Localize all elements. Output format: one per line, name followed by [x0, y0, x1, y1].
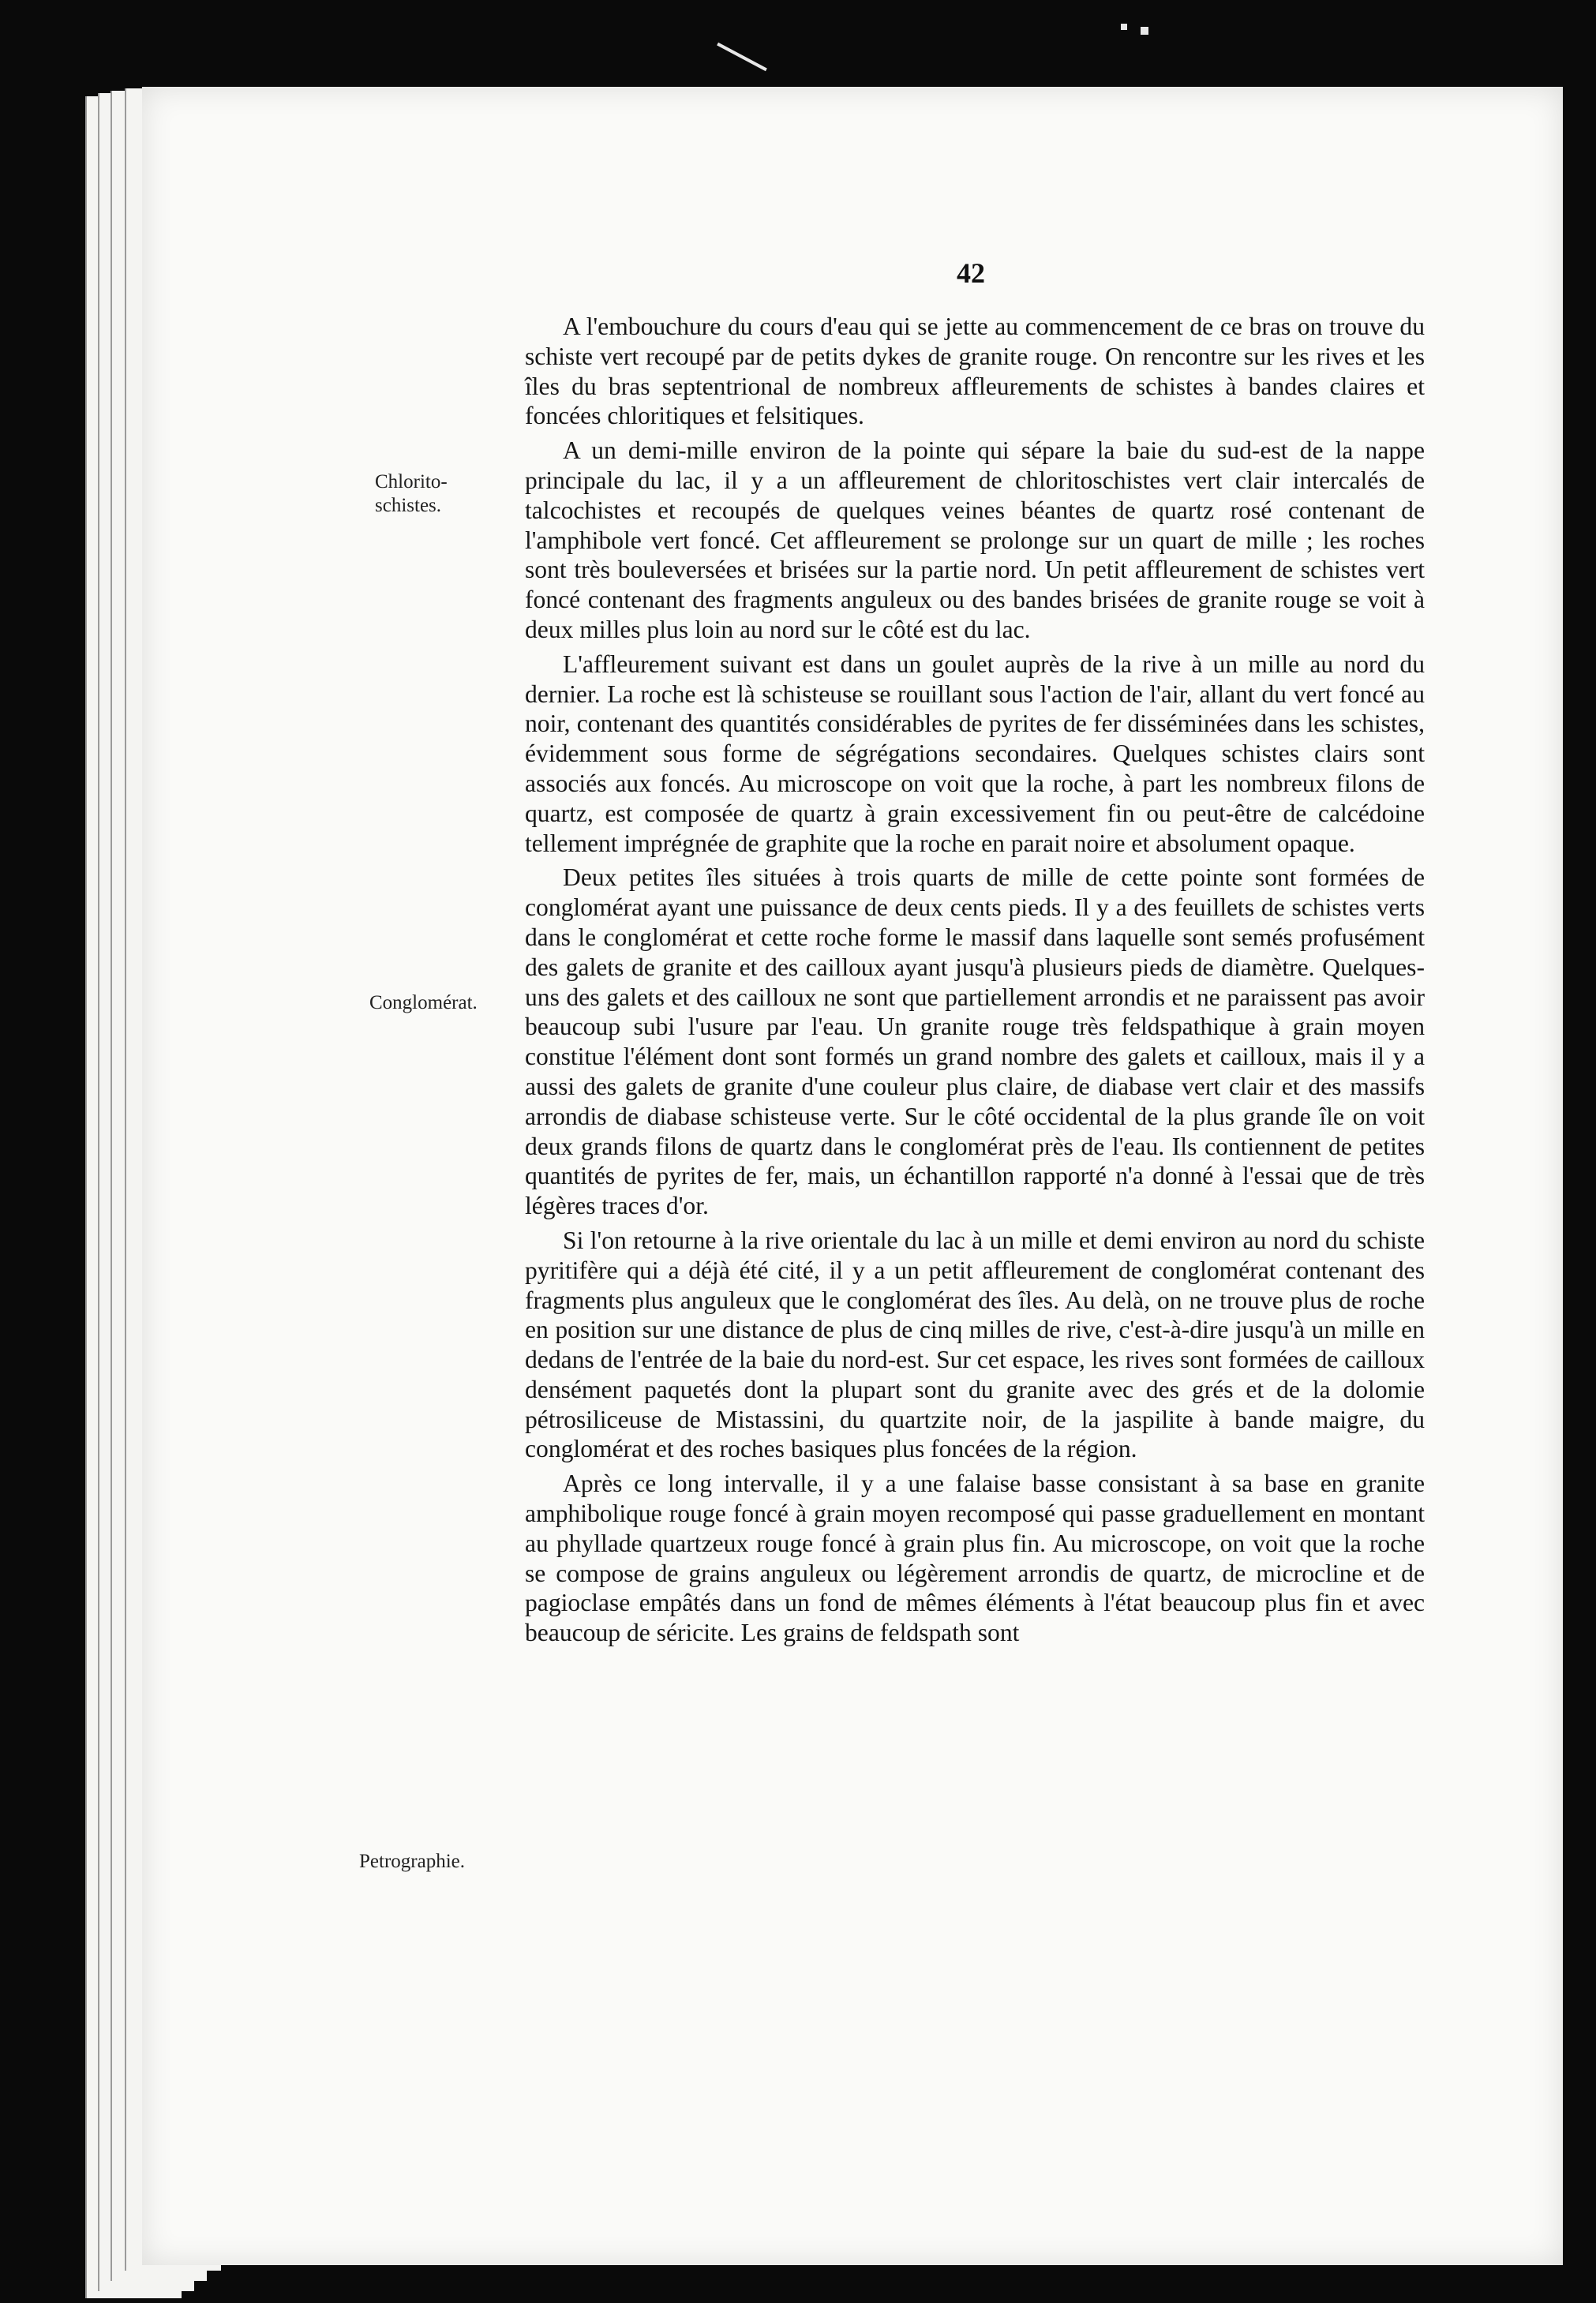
paragraph: Après ce long intervalle, il y a une falaise basse consistant à sa base en granite amphibolique rouge foncé à grain moyen recomposé qui passe graduellement en montant au phyllade quartzeux rouge foncé à grain plus fin. Au microscope, on voit que la roche se compose de grains anguleux ou légèrement arrondis de quartz, de microcline et de pagioclase empâtés dans un fond de mêmes éléments à l'état beaucoup plus fin et avec beaucoup de séricite. Les grains de feldspath sont — [525, 1470, 1425, 1647]
margin-note-conglomerat: Conglomérat. — [369, 992, 478, 1013]
paragraph: A l'embouchure du cours d'eau qui se jette au commencement de ce bras on trouve du schiste vert recoupé par de petits dykes de granite rouge. On rencontre sur les rives et les îles du bras septentrional de nombreux affleurements de schistes à bandes claires et foncées chloritiques et felsitiques. — [525, 313, 1425, 430]
paragraph: L'affleurement suivant est dans un goulet auprès de la rive à un mille au nord du dernier. La roche est là schisteuse se rouillant sous l'action de l'air, allant du vert foncé au noir, contenant des quantités considérables de pyrites de fer disséminées dans les schistes, évidemment sous forme de ségrégations secondaires. Quelques schistes clairs sont associés aux foncés. Au microscope on voit que la roche, à part les nombreux filons de quartz, est composée de quartz à grain excessivement fin ou peut-être de calcédoine tellement imprégnée de graphite que la roche en parait noire et absolument opaque. — [525, 650, 1425, 857]
margin-note-petrographie: Petrographie. — [359, 1851, 465, 1872]
scan-speck — [1121, 24, 1127, 30]
scan-speck — [717, 43, 767, 71]
paragraph: Si l'on retourne à la rive orientale du lac à un mille et demi environ au nord du schiste pyritifère qui a déjà été cité, il y a un petit affleurement de conglomérat contenant des fragments plus anguleux que le conglomérat des îles. Au delà, on ne trouve plus de roche en position sur une distance de plus de cinq milles de rive, c'est-à-dire jusqu'à un mille en dedans de l'entrée de la baie du nord-est. Sur cet espace, les rives sont formées de cailloux densément paquetés dont la plupart sont du granite avec des grés et de la dolomie pétrosiliceuse de Mistassini, du quartzite noir, de la jaspilite à bande maigre, du conglomérat et des roches basiques plus foncées de la région. — [525, 1226, 1425, 1463]
margin-note-chloritoschistes: Chlorito- schistes. — [375, 471, 448, 516]
page-number: 42 — [957, 257, 985, 289]
paragraph: A un demi-mille environ de la pointe qui sépare la baie du sud-est de la nappe principale du lac, il y a un affleurement de chloritoschistes vert clair intercalés de talcochistes et recoupés de quelques veines béantes de quartz rosé contenant de l'amphibole vert foncé. Cet affleurement se prolonge sur un quart de mille ; les roches sont très bouleversées et brisées sur la partie nord. Un petit affleurement de schistes vert foncé contenant des fragments anguleux ou des bandes brisées de granite rouge se voit à deux milles plus loin au nord sur le côté est du lac. — [525, 436, 1425, 643]
paragraph: Deux petites îles situées à trois quarts de mille de cette pointe sont formées de conglomérat ayant une puissance de deux cents pieds. Il y a des feuillets de schistes verts dans le conglomérat et cette roche forme le massif dans laquelle sont semés profusément des galets de granite et des cailloux ayant jusqu'à plusieurs pieds de diamètre. Quelques-uns des galets et des cailloux ne sont que partiellement arrondis et ne paraissent pas avoir beaucoup subi l'usure par l'eau. Un granite rouge très feldspathique à grain moyen constitue l'élément dont sont formés un grand nombre des galets et cailloux, mais il y a aussi des galets de granite d'une couleur plus claire, de diabase vert clair et des massifs arrondis de diabase schisteuse verte. Sur le côté occidental de la plus grande île on voit deux grands filons de quartz dans le conglomérat près de l'eau. Ils contiennent de petites quantités de pyrites de fer, mais, un échantillon rapporté n'a donné à l'essai que de très légères traces d'or. — [525, 863, 1425, 1220]
scan-speck — [1141, 27, 1148, 35]
body-text — [525, 312, 1425, 1653]
